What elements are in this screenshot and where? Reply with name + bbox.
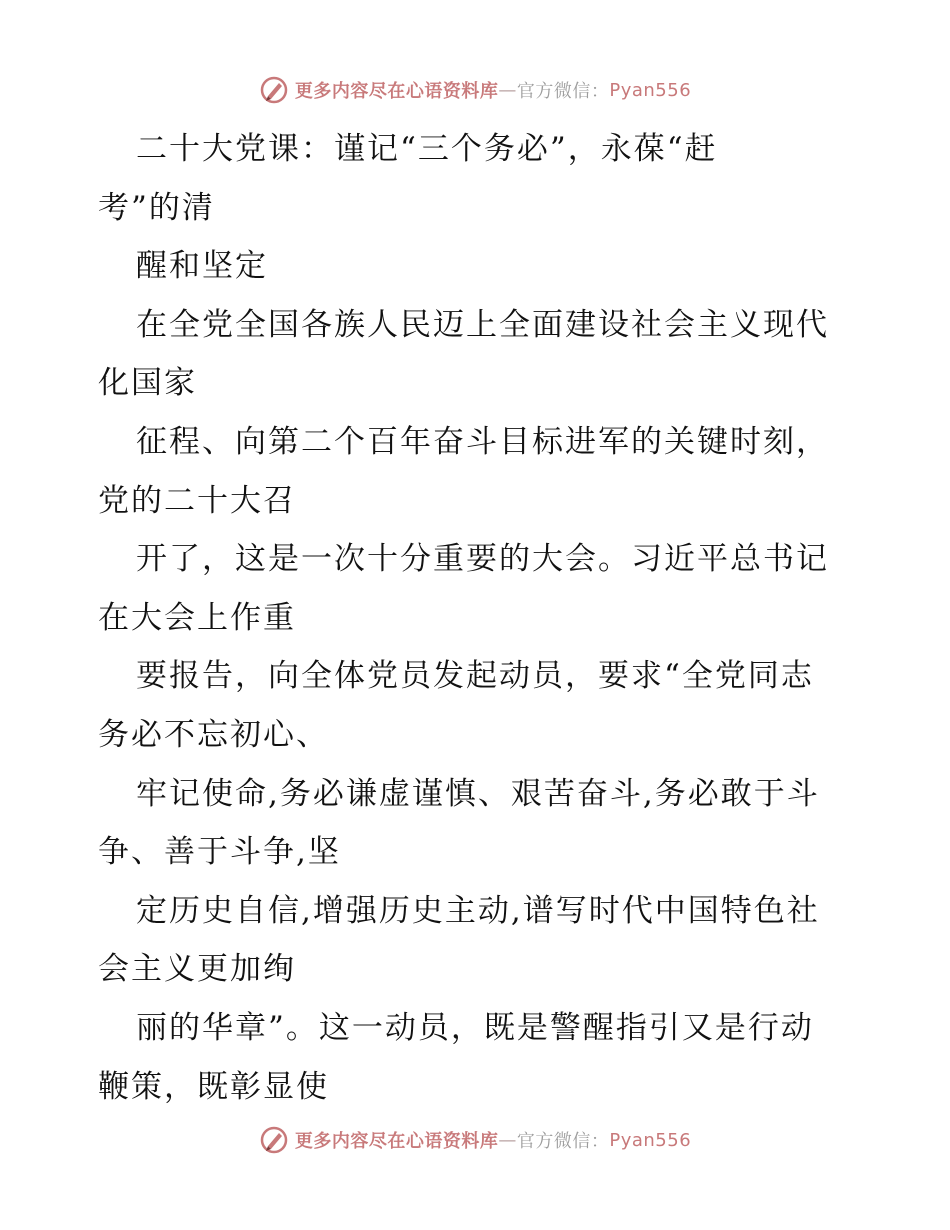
text-line: 考”的清 <box>98 189 215 226</box>
text-line: 在全党全国各族人民迈上全面建设社会主义现代 <box>136 306 829 343</box>
text-line: 争、善于斗争,坚 <box>98 834 341 871</box>
text-line: 要报告，向全体党员发起动员，要求“全党同志 <box>136 658 814 695</box>
text-line: 会主义更加绚 <box>98 951 296 988</box>
text-line: 开了，这是一次十分重要的大会。习近平总书记 <box>136 541 829 578</box>
pen-logo-icon <box>259 75 289 105</box>
text-line: 牢记使命,务必谦虚谨慎、艰苦奋斗,务必敢于斗 <box>136 775 820 812</box>
text-line: 党的二十大召 <box>98 482 296 519</box>
text-line: 征程、向第二个百年奋斗目标进军的关键时刻， <box>136 423 829 460</box>
banner-wechat-label: 官方微信： <box>516 1131 610 1152</box>
pen-logo-icon <box>259 1125 289 1155</box>
footer-banner <box>0 1120 950 1160</box>
text-line: 定历史自信,增强历史主动,谱写时代中国特色社 <box>136 892 820 929</box>
header-banner <box>0 70 950 110</box>
text-line: 在大会上作重 <box>98 599 296 636</box>
text-line: 务必不忘初心、 <box>98 716 329 753</box>
banner-wechat-label: 官方微信： <box>516 81 610 102</box>
text-line: 丽的华章”。这一动员，既是警醒指引又是行动 <box>136 1009 814 1046</box>
text-line: 鞭策，既彰显使 <box>98 1068 329 1105</box>
text-line: 二十大党课：谨记“三个务必”，永葆“赶 <box>136 131 718 167</box>
banner-title: 更多内容尽在心语资料库 <box>294 1131 499 1152</box>
banner-dash: — <box>498 1129 517 1151</box>
banner-dash: — <box>498 79 517 101</box>
banner-wechat-id: Pyan556 <box>609 79 692 101</box>
banner-wechat-id: Pyan556 <box>609 1129 692 1151</box>
text-line: 醒和坚定 <box>136 248 268 285</box>
text-line: 化国家 <box>98 365 197 402</box>
banner-title: 更多内容尽在心语资料库 <box>294 81 499 102</box>
document-body <box>98 120 853 1116</box>
